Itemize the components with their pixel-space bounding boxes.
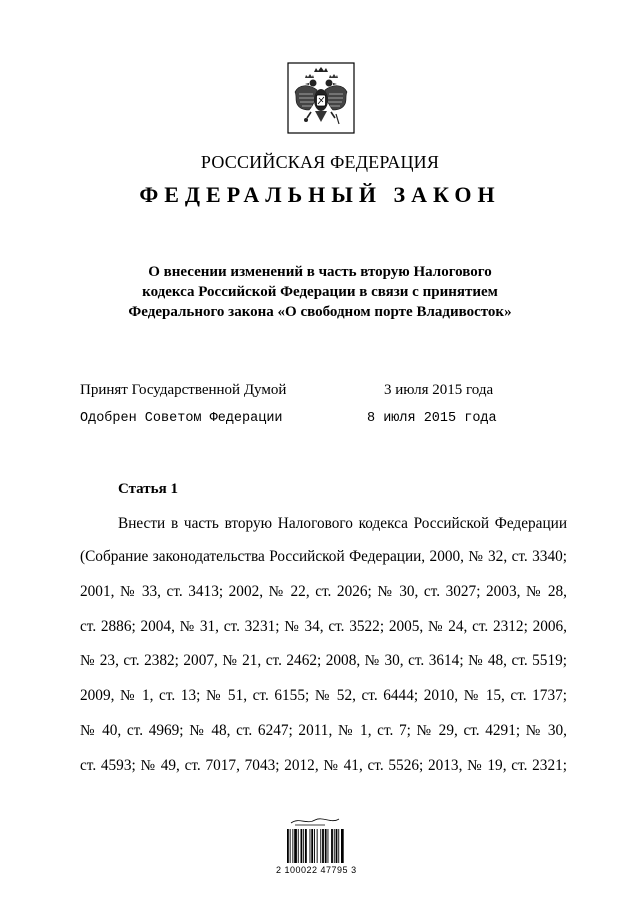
law-title [0, 262, 640, 322]
barcode-bar [325, 829, 327, 863]
law-title-line: кодекса Российской Федерации в связи с принятием [142, 284, 498, 300]
barcode-bar [298, 829, 299, 863]
article-text-line: № 40, ст. 4969; № 48, ст. 6247; 2011, № 1, ст. 7; № 29, ст. 4291; № 30, [80, 722, 567, 739]
barcode-bar [336, 829, 338, 863]
barcode-bar [341, 829, 344, 863]
law-title-line: О внесении изменений в часть вторую Налогового [148, 264, 492, 280]
barcode-mark [291, 819, 339, 825]
barcode-bar [317, 829, 318, 863]
barcode-bar [292, 829, 293, 863]
barcode-bar [328, 829, 329, 863]
article-text-line: Внести в часть вторую Налогового кодекса Российской Федерации [118, 515, 567, 532]
article-text-line: 2009, № 1, ст. 13; № 51, ст. 6155; № 52, ст. 6444; 2010, № 15, ст. 1737; [80, 687, 567, 704]
article-text-line: 2001, № 33, ст. 3413; 2002, № 22, ст. 2026; № 30, ст. 3027; 2003, № 28, [80, 583, 567, 600]
barcode-bar [314, 829, 315, 863]
barcode-bar [305, 829, 307, 863]
barcode-bar [320, 829, 321, 863]
document-type: ФЕДЕРАЛЬНЫЙ ЗАКОН [139, 182, 501, 207]
adopted-date: 3 июля 2015 года [384, 382, 494, 398]
barcode-bar [294, 829, 297, 863]
approved-label: Одобрен Советом Федерации [80, 411, 283, 426]
article-text-line: ст. 4593; № 49, ст. 7017, 7043; 2012, № 41, ст. 5526; 2013, № 19, ст. 2321; [80, 757, 567, 774]
barcode-bar [287, 829, 289, 863]
article-text-line: № 23, ст. 2382; 2007, № 21, ст. 2462; 2008, № 30, ст. 3614; № 48, ст. 5519; [80, 652, 567, 669]
barcode-number: 2 100022 47795 3 [276, 865, 357, 875]
country-name: РОССИЙСКАЯ ФЕДЕРАЦИЯ [200, 152, 440, 172]
article-text-line: (Собрание законодательства Российской Федерации, 2000, № 32, ст. 3340; [80, 548, 567, 565]
russian-coat-of-arms-icon [287, 62, 355, 134]
barcode-bar [334, 829, 335, 863]
barcode-bar [311, 829, 313, 863]
barcode-bar [338, 829, 339, 863]
law-title-line: Федерального закона «О свободном порте Владивосток» [128, 304, 512, 320]
barcode-bar [331, 829, 333, 863]
barcode-bar [322, 829, 324, 863]
approved-date: 8 июля 2015 года [367, 411, 497, 426]
barcode-bar [301, 829, 303, 863]
barcode-bar [290, 829, 291, 863]
article-text-line: ст. 2886; 2004, № 31, ст. 3231; № 34, ст. 3522; 2005, № 24, ст. 2312; 2006, [80, 618, 567, 635]
barcode-bar [310, 829, 311, 863]
adopted-label: Принят Государственной Думой [80, 382, 287, 398]
barcode-bar [303, 829, 304, 863]
article-heading: Статья 1 [118, 481, 178, 497]
